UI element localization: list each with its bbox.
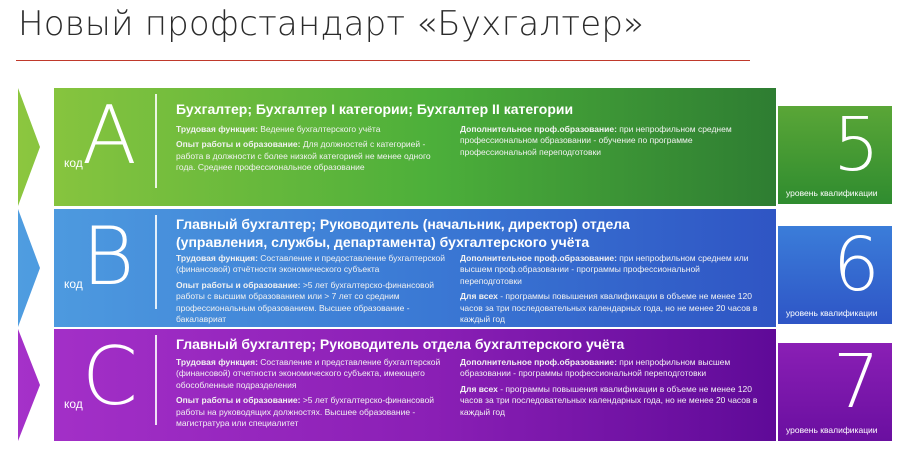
labor-function: Трудовая функция: Составление и представление бухгалтерской (финансовой) отчетности экономического субъекта, имеющего обособленные подразделения	[176, 357, 441, 390]
band-heading: Главный бухгалтер; Руководитель отдела бухгалтерского учёта	[176, 336, 625, 352]
code-letter: A	[82, 89, 137, 182]
labor-function: Трудовая функция: Ведение бухгалтерского учёта	[176, 124, 381, 134]
code-letter: C	[82, 330, 138, 423]
for-everyone: Для всех - программы повышения квалификации в объеме не менее 120 часов за три последовательных календарных года, но не менее 20 часов в каждый год	[460, 291, 758, 325]
ribbon-notch-icon	[18, 329, 54, 441]
band-divider	[155, 94, 157, 188]
band-right-column	[460, 253, 760, 327]
page-title: Новый профстандарт «Бухгалтер»	[18, 4, 645, 44]
labor-function: Трудовая функция: Составление и предоставление бухгалтерской (финансовой) отчётности экономического субъекта	[176, 253, 446, 275]
code-label: код	[64, 156, 83, 170]
experience-education: Опыт работы и образование: >5 лет бухгалтерско-финансовой работы с высшим образованием или > 7 лет со средним профессиональным образованием. Высшее образование - бакалавриат	[176, 279, 435, 325]
band-code-b	[18, 209, 776, 327]
additional-education: Дополнительное проф.образование: при непрофильном высшем образовании - программы профессиональной переподготовки	[460, 357, 731, 379]
code-label: код	[64, 397, 83, 411]
experience-education: Опыт работы и образование: >5 лет бухгалтерско-финансовой работы на руководящих должностях. Высшее образование - магистратура или специалитет	[176, 395, 435, 429]
for-everyone: Для всех - программы повышения квалификации в объеме не менее 120 часов за три последовательных календарных года, но не менее 20 часов в каждый год	[460, 383, 758, 417]
additional-education: Дополнительное проф.образование: при непрофильном среднем профессиональном образовании - обучение по программе профессиональной переподготовки	[460, 124, 732, 157]
band-heading: Главный бухгалтер; Руководитель (начальник, директор) отдела (управления, службы, департамента) бухгалтерского учёта	[176, 216, 630, 251]
band-heading: Бухгалтер; Бухгалтер I категории; Бухгалтер II категории	[176, 101, 574, 117]
band-code-c	[18, 329, 776, 441]
code-letter: B	[82, 210, 135, 303]
level-label: уровень квалификации	[786, 425, 878, 435]
band-divider	[155, 335, 157, 425]
title-divider	[16, 60, 750, 61]
experience-education: Опыт работы и образование: Для должностей с категорией - работа в должности с более низкой категорией не менее одного года. Среднее профессиональное образование	[176, 139, 431, 173]
band-divider	[155, 215, 157, 309]
level-number: 6	[832, 222, 880, 308]
band-code-a	[18, 88, 776, 206]
band-left-column	[176, 253, 446, 327]
code-label: код	[64, 277, 83, 291]
level-label: уровень квалификации	[786, 308, 878, 318]
band-left-column	[176, 357, 446, 434]
level-number: 7	[832, 339, 880, 425]
ribbon-notch-icon	[18, 209, 54, 327]
band-right-column	[460, 124, 750, 162]
additional-education: Дополнительное проф.образование: при непрофильном среднем или высшем проф.образовании - программы профессиональной переподготовки	[460, 253, 749, 286]
band-left-column	[176, 124, 446, 178]
band-right-column	[460, 357, 760, 422]
level-label: уровень квалификации	[786, 188, 878, 198]
qualification-level-5	[778, 102, 892, 204]
level-number: 5	[832, 102, 880, 188]
ribbon-notch-icon	[18, 88, 54, 206]
qualification-level-7	[778, 339, 892, 441]
qualification-level-6	[778, 222, 892, 324]
